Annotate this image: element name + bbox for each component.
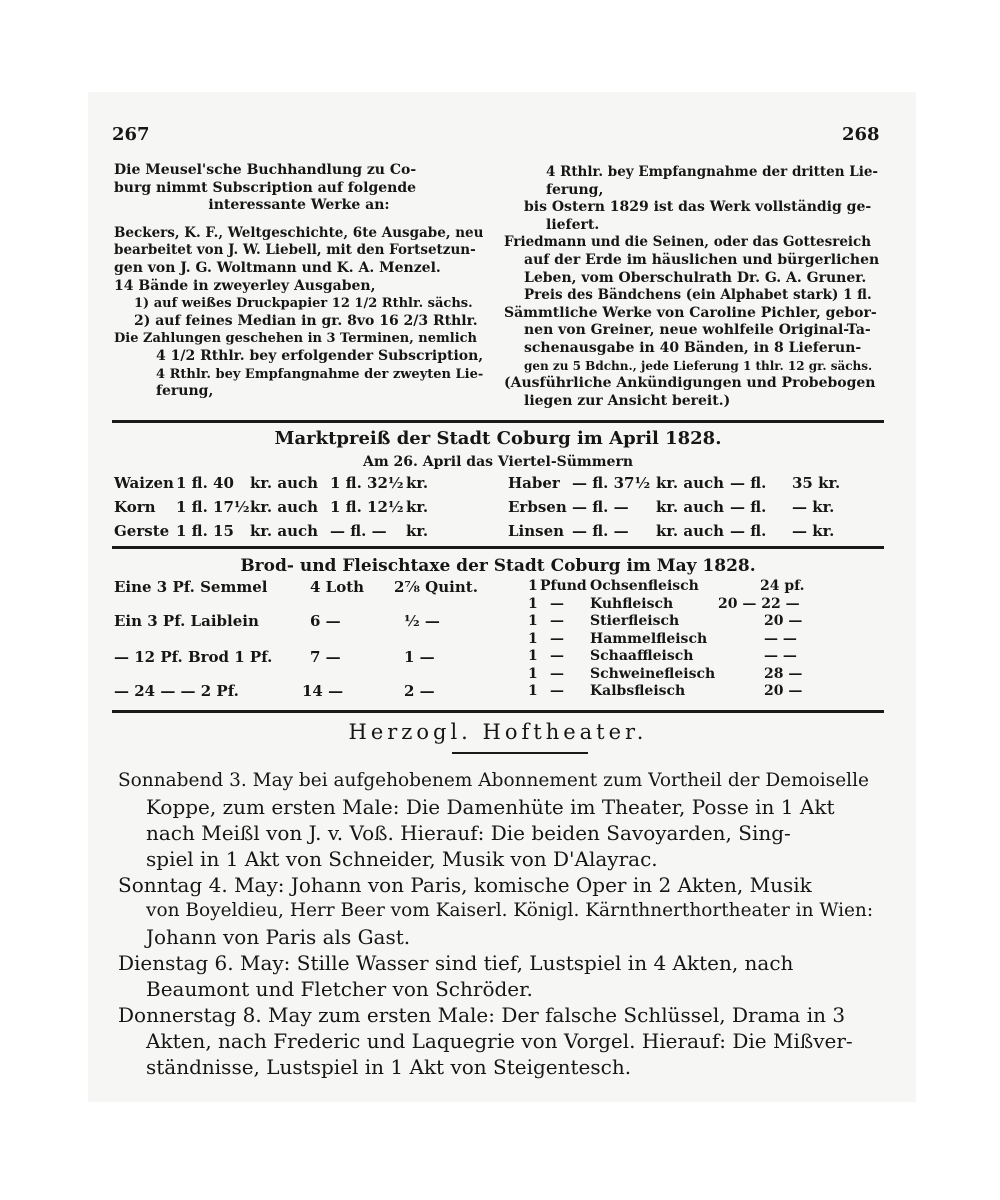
grain-name: Haber <box>508 474 560 492</box>
price-unit: — kr. <box>792 498 835 516</box>
bread-weight-fraction: ½ — <box>404 612 440 630</box>
price-unit: 35 kr. <box>792 474 841 492</box>
price-conj: kr. auch <box>250 498 319 516</box>
grain-name: Waizen <box>114 474 174 492</box>
meat-unit: — <box>550 665 564 682</box>
announcement-line: interessante Werke an: <box>208 197 390 214</box>
meat-price: 28 — <box>764 665 803 682</box>
bread-item: Eine 3 Pf. Semmel <box>114 578 268 596</box>
programme-line: Sonntag 4. May: Johann von Paris, komische Oper in 2 Akten, Musik <box>118 873 812 897</box>
programme-line: Dienstag 6. May: Stille Wasser sind tief, Lustspiel in 4 Akten, nach <box>118 951 794 975</box>
price-unit: kr. <box>406 498 429 516</box>
price-unit: kr. <box>406 474 429 492</box>
price-conj: kr. auch <box>250 522 319 540</box>
market-table-left <box>114 474 494 544</box>
announcement-line: Friedmann und die Seinen, oder das Gottesreich <box>504 234 872 251</box>
meat-table <box>528 578 884 702</box>
announcement-line: (Ausführliche Ankündigungen und Probebogen <box>504 375 876 392</box>
announcement-line: 4 Rthlr. bey Empfangnahme der zweyten Lie- <box>156 366 484 382</box>
programme-line: Sonnabend 3. May bei aufgehobenem Abonnement zum Vortheil der Demoiselle <box>118 770 869 791</box>
meat-unit: — <box>550 613 564 629</box>
grain-name: Korn <box>114 498 156 516</box>
price-conj: kr. auch <box>656 498 725 516</box>
announcement-line: Preis des Bändchens (ein Alphabet stark) 1 fl. <box>524 287 872 304</box>
price-high: — fl. — <box>330 522 387 540</box>
meat-qty: 1 <box>528 630 538 647</box>
price-low: — fl. 37½ <box>572 474 651 492</box>
announcement-line: nen von Greiner, neue wohlfeile Original-Ta- <box>524 322 871 339</box>
announcement-line: ferung, <box>546 181 604 198</box>
bread-weight: 4 Loth <box>310 578 365 596</box>
market-subtitle: Am 26. April das Viertel-Sümmern <box>362 454 634 470</box>
meat-kind: Ochsenfleisch <box>590 578 699 594</box>
programme-line: nach Meißl von J. v. Voß. Hierauf: Die beiden Savoyarden, Sing- <box>146 821 791 845</box>
meat-unit: — <box>550 648 564 664</box>
announcement-line: Beckers, K. F., Weltgeschichte, 6te Ausgabe, neu <box>114 224 484 241</box>
price-unit: — kr. <box>792 522 835 540</box>
meat-qty: 1 <box>528 648 538 664</box>
meat-qty: 1 <box>528 613 538 629</box>
price-low: — fl. — <box>572 522 629 540</box>
price-high: — fl. <box>730 474 767 492</box>
bread-item: — 24 — — 2 Pf. <box>114 682 239 700</box>
price-conj: kr. auch <box>250 474 319 492</box>
meat-price: — — <box>764 630 797 647</box>
bread-weight-fraction: 2⅞ Quint. <box>394 578 478 596</box>
price-low: 1 fl. 40 <box>176 474 234 492</box>
meat-price: 20 — <box>764 683 803 699</box>
announcement-line: 1) auf weißes Druckpapier 12 1/2 Rthlr. sächs. <box>134 296 473 312</box>
announcement-line: 14 Bände in zweyerley Ausgaben, <box>114 277 376 294</box>
programme-line: Johann von Paris als Gast. <box>146 925 411 949</box>
bread-weight: 14 — <box>302 682 344 700</box>
page-number-left: 267 <box>112 124 150 145</box>
programme-line: ständnisse, Lustspiel in 1 Akt von Steigentesch. <box>146 1055 632 1079</box>
meat-kind: Schaaffleisch <box>590 648 694 664</box>
title-underline <box>452 752 588 754</box>
section-divider <box>112 420 884 423</box>
bread-weight: 7 — <box>310 648 341 666</box>
announcement-line: burg nimmt Subscription auf folgende <box>114 179 417 196</box>
programme-line: Beaumont und Fletcher von Schröder. <box>146 977 533 1001</box>
meat-qty: 1 <box>528 683 538 699</box>
announcement-line: Die Zahlungen geschehen in 3 Terminen, nemlich <box>114 331 478 347</box>
tariff-title: Brod- und Fleischtaxe der Stadt Coburg im May 1828. <box>240 556 756 576</box>
programme-line: Donnerstag 8. May zum ersten Male: Der falsche Schlüssel, Drama in 3 <box>118 1003 846 1027</box>
programme-line: Koppe, zum ersten Male: Die Damenhüte im Theater, Posse in 1 Akt <box>146 795 835 819</box>
announcement-line: gen von J. G. Woltmann und K. A. Menzel. <box>114 259 441 276</box>
announcement-left-column <box>114 162 484 401</box>
announcement-line: auf der Erde im häuslichen und bürgerlichen <box>524 251 880 268</box>
price-high: 1 fl. 32½ <box>330 474 404 492</box>
bread-weight-fraction: 1 — <box>404 648 435 666</box>
price-high: — fl. <box>730 498 767 516</box>
announcement-right-column <box>504 164 882 410</box>
meat-kind: Hammelfleisch <box>590 630 708 647</box>
announcement-line: Leben, vom Oberschulrath Dr. G. A. Gruner. <box>524 269 867 286</box>
bread-item: — 12 Pf. Brod 1 Pf. <box>114 648 273 666</box>
meat-price: — — <box>764 648 797 664</box>
meat-qty: 1 <box>528 595 538 612</box>
programme-line: Akten, nach Frederic und Laquegrie von Vorgel. Hierauf: Die Mißver- <box>146 1029 853 1053</box>
meat-unit: — <box>550 683 564 699</box>
meat-kind: Stierfleisch <box>590 613 680 629</box>
price-low: 1 fl. 15 <box>176 522 234 540</box>
meat-qty: 1 <box>528 578 538 594</box>
meat-unit: — <box>550 630 564 647</box>
announcement-line: bearbeitet von J. W. Liebell, mit den Fortsetzun- <box>114 242 476 259</box>
meat-price: 24 pf. <box>760 578 805 594</box>
section-divider <box>112 546 884 549</box>
price-conj: kr. auch <box>656 522 725 540</box>
bread-weight: 6 — <box>310 612 341 630</box>
announcement-line: schenausgabe in 40 Bänden, in 8 Lieferun- <box>524 339 862 356</box>
page-number-right: 268 <box>842 124 880 145</box>
programme-line: spiel in 1 Akt von Schneider, Musik von D'Alayrac. <box>146 847 658 871</box>
bread-table <box>114 578 514 700</box>
meat-unit: Pfund <box>540 578 587 594</box>
announcement-line: Sämmtliche Werke von Caroline Pichler, gebor- <box>504 304 877 321</box>
announcement-line: 4 Rthlr. bey Empfangnahme der dritten Lie- <box>546 164 879 180</box>
programme-line: von Boyeldieu, Herr Beer vom Kaiserl. Königl. Kärnthnerthortheater in Wien: <box>146 900 874 921</box>
price-unit: kr. <box>406 522 429 540</box>
meat-kind: Schweinefleisch <box>590 665 716 682</box>
meat-kind: Kuhfleisch <box>590 595 674 612</box>
announcement-line: liefert. <box>546 216 600 233</box>
meat-price: 20 — <box>764 613 803 629</box>
announcement-line: Die Meusel'sche Buchhandlung zu Co- <box>114 162 417 178</box>
price-low: 1 fl. 17½ <box>176 498 250 516</box>
meat-price: 20 — 22 — <box>718 595 800 612</box>
price-low: — fl. — <box>572 498 629 516</box>
meat-unit: — <box>550 595 564 612</box>
market-table-right <box>508 474 884 544</box>
grain-name: Linsen <box>508 522 565 540</box>
theatre-programme <box>118 768 884 1080</box>
price-high: 1 fl. 12½ <box>330 498 404 516</box>
price-conj: kr. auch <box>656 474 725 492</box>
announcement-line: bis Ostern 1829 ist das Werk vollständig ge- <box>524 199 872 216</box>
announcement-line: liegen zur Ansicht bereit.) <box>524 392 731 409</box>
meat-kind: Kalbsfleisch <box>590 683 686 699</box>
announcement-line: 2) auf feines Median in gr. 8vo 16 2/3 Rthlr. <box>134 312 478 329</box>
market-title: Marktpreiß der Stadt Coburg im April 1828. <box>274 428 722 449</box>
price-high: — fl. <box>730 522 767 540</box>
grain-name: Erbsen <box>508 498 567 516</box>
grain-name: Gerste <box>114 522 170 540</box>
meat-qty: 1 <box>528 665 538 682</box>
section-divider <box>112 710 884 713</box>
announcement-line: 4 1/2 Rthlr. bey erfolgender Subscription, <box>156 347 484 364</box>
announcement-line: gen zu 5 Bdchn., jede Lieferung 1 thlr. 12 gr. sächs. <box>524 358 873 373</box>
theatre-title: Herzogl. Hoftheater. <box>348 720 648 744</box>
bread-weight-fraction: 2 — <box>404 682 435 700</box>
announcement-line: ferung, <box>156 383 214 400</box>
bread-item: Ein 3 Pf. Laiblein <box>114 612 259 630</box>
